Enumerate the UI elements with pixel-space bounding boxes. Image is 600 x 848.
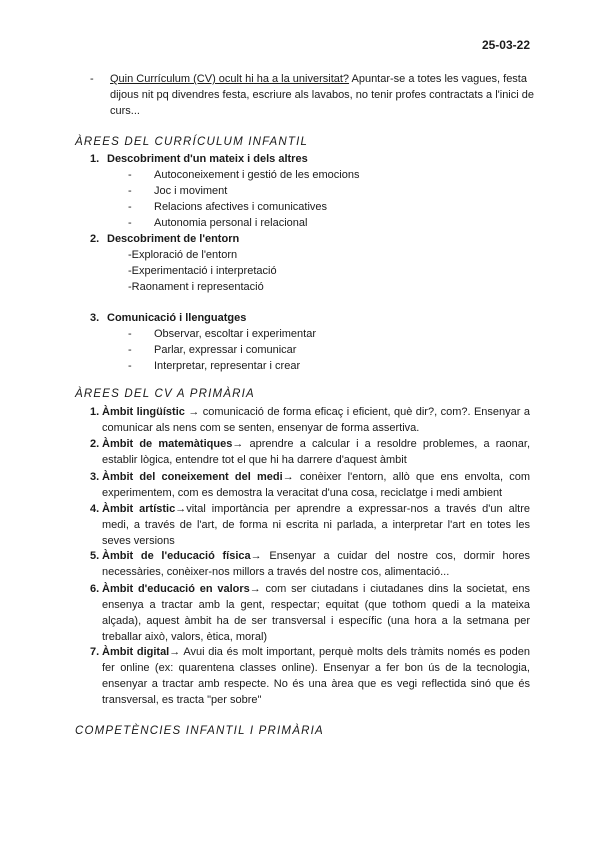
subitem-text: Observar, escoltar i experimentar [154,328,317,340]
subitem-text: Relacions afectives i comunicatives [154,201,328,213]
subitem: - Relacions afectives i comunicatives [128,201,328,213]
subitem: - Parlar, expressar i comunicar [128,344,297,356]
date: 25-03-22 [481,38,530,52]
subitem: - Interpretar, representar i crear [128,360,301,372]
item-title: Descobriment d'un mateix i dels altres [107,153,308,165]
item-text: → com ser ciutadans i ciutadanes dins la societat, ens ensenya a tractar amb la gent, respectar; equitat (que tothom quedi a la mateixa alçada), aquest àmbit ha de ser transversal i específic (una hora a la setmana per treballar això, valors, ètica, moral) [102,583,530,643]
section-heading-primaria: ÀREES DEL CV A PRIMÀRIA [75,388,255,400]
intro-text [110,71,535,119]
primaria-item-3 [90,469,530,501]
item-number: 2. [90,233,100,245]
item-text: →vital importància per aprendre a expressar-nos a través d'un altre medi, a través de l'art, de forma ni escrita ni parlada, a interpretar l'art en totes les seves versions [102,503,530,547]
primaria-item-5 [90,548,530,580]
item-title: Àmbit artístic [102,503,176,515]
primaria-item-6 [90,581,530,645]
item-number: 7. [90,646,100,658]
item-title: Àmbit del coneixement del medi [102,471,283,483]
subitem: -Exploració de l'entorn [128,249,238,261]
item-number: 2. [90,438,100,450]
subitem: -Raonament i representació [128,281,264,293]
section-heading-competencies: COMPETÈNCIES INFANTIL I PRIMÀRIA [75,725,324,737]
item-number: 3. [90,312,100,324]
item-number: 4. [90,503,100,515]
intro-question: Quin Currículum (CV) ocult hi ha a la universitat? [110,73,350,85]
subitem: - Autoconeixement i gestió de les emocions [128,169,360,181]
infantil-item-1 [90,151,308,167]
item-text: → Ensenyar a cuidar del nostre cos, dormir hores necessàries, conèixer-nos millors a través del nostre cos, alimentació... [102,550,531,578]
intro-bullet [90,71,535,119]
subitem-text: Autonomia personal i relacional [154,217,308,229]
intro-answer: Apuntar-se a totes les vagues, festa dijous nit pq divendres festa, escriure als lavabos, no tenir profes contractats a l'inici de curs... [110,73,534,117]
subitem-text: Parlar, expressar i comunicar [154,344,297,356]
item-title: Àmbit de matemàtiques [102,438,233,450]
infantil-item-3 [90,310,246,326]
item-text: → Avui dia és molt important, perquè molts dels tràmits només es poden fer online (ex: quarentena classes online). Ensenyar a fer bon ús de la tecnologia, ensenyar a tractar amb respecte. No és una àrea que es vegi reflectida sinó que és transversal, es tracta "per sobre" [102,646,531,706]
subitem: - Autonomia personal i relacional [128,217,308,229]
subitem: - Observar, escoltar i experimentar [128,328,317,340]
item-number: 5. [90,550,100,562]
item-number: 1. [90,153,100,165]
item-title: Àmbit d'educació en valors [102,583,250,595]
primaria-item-7 [90,644,530,708]
bullet-dash: - [90,73,94,85]
subitem-text: Joc i moviment [154,185,228,197]
item-text: → conèixer l'entorn, allò que ens envolta, com experimentem, com es demostra la veracitat d'una cosa, reciclatge i medi ambient [102,471,531,499]
subitem-text: Interpretar, representar i crear [154,360,301,372]
item-title: Descobriment de l'entorn [107,233,240,245]
item-title: Àmbit de l'educació física [102,550,251,562]
infantil-item-2 [90,231,239,247]
subitem: -Experimentació i interpretació [128,265,277,277]
subitem: - Joc i moviment [128,185,228,197]
item-number: 1. [90,406,100,418]
item-title: Àmbit digital [102,646,170,658]
item-text: → comunicació de forma eficaç i eficient, què dir?, com?. Ensenyar a comunicar als nens com se senten, ensenyar de forma assertiva. [102,406,530,434]
item-text: → aprendre a calcular i a resoldre problemes, a raonar, establir lògica, entendre tot el que hi ha darrere d'aquest àmbit [102,438,531,466]
primaria-item-4 [90,501,530,549]
item-title: Àmbit lingüístic [102,406,185,418]
item-title: Comunicació i llenguatges [107,312,247,324]
primaria-item-2 [90,436,530,468]
section-heading-infantil: ÀREES DEL CURRÍCULUM INFANTIL [75,136,309,148]
subitem-text: Autoconeixement i gestió de les emocions [154,169,360,181]
item-number: 6. [90,583,100,595]
item-number: 3. [90,471,100,483]
primaria-item-1 [90,404,530,436]
